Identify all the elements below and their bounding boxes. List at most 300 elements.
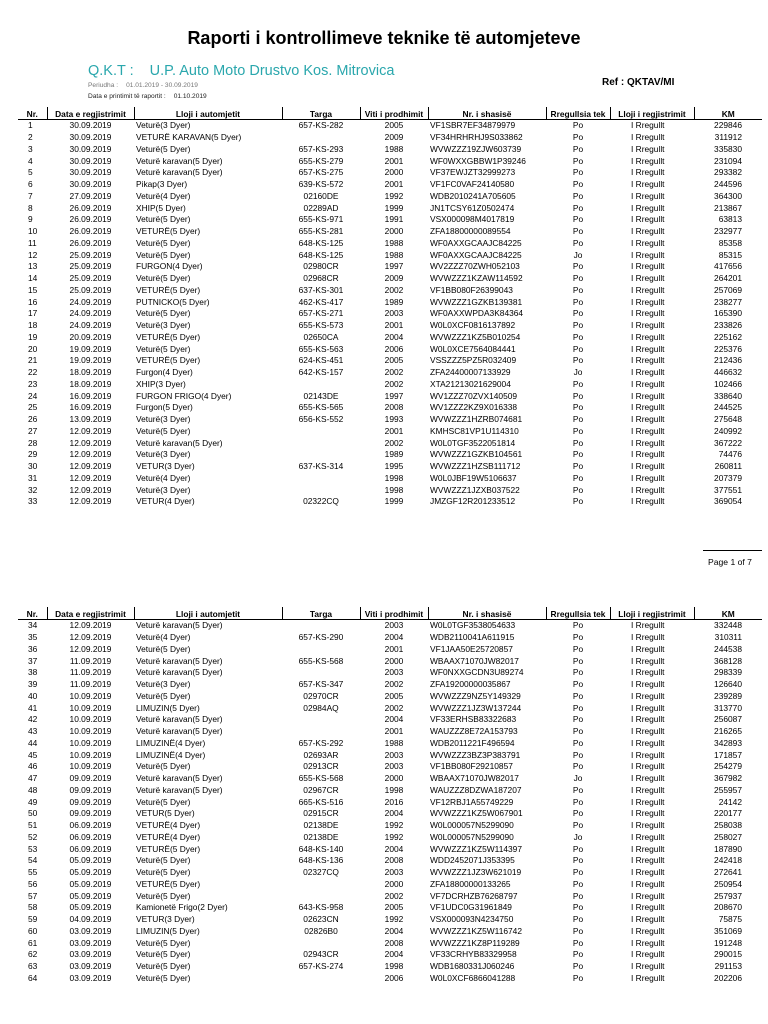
row-nr: 13 — [28, 261, 38, 272]
row-registration-kind: I Rregullt — [631, 737, 665, 748]
row-vin: VF1FC0VAF24140580 — [430, 179, 515, 190]
row-vin: KMHSC81VP1U114310 — [430, 425, 519, 436]
row-regularity: Po — [572, 796, 584, 807]
row-km: 257069 — [714, 284, 742, 295]
row-plate: 639-KS-572 — [298, 179, 344, 190]
row-date: 10.09.2019 — [69, 690, 112, 701]
row-vin: WVWZZZ1KZ5W067901 — [430, 808, 523, 819]
row-plate: 02913CR — [303, 761, 339, 772]
row-km: 213867 — [714, 202, 742, 213]
row-km: 368128 — [714, 655, 742, 666]
row-regularity: Po — [572, 937, 584, 948]
row-vin: VF33CRHYB83329958 — [430, 949, 517, 960]
row-year: 2001 — [384, 643, 404, 654]
row-nr: 28 — [28, 437, 38, 448]
row-plate: 655-KS-563 — [298, 343, 344, 354]
row-regularity: Po — [572, 949, 584, 960]
table-row — [18, 379, 762, 391]
row-nr: 45 — [28, 749, 38, 760]
row-date: 03.09.2019 — [69, 961, 112, 972]
table-row — [18, 261, 762, 273]
row-year: 2004 — [384, 808, 404, 819]
table-row — [18, 496, 762, 508]
table-row — [18, 749, 762, 761]
row-vin: WV2ZZZ70ZWH052103 — [430, 261, 520, 272]
row-plate: 648-KS-136 — [298, 855, 344, 866]
row-nr: 59 — [28, 914, 38, 925]
period-line — [88, 82, 198, 89]
row-vin: WDB1680331J060246 — [430, 961, 515, 972]
row-registration-kind: I Rregullt — [631, 237, 665, 248]
row-vehicle-type: Veturë(5 Dyer) — [136, 308, 191, 319]
row-vehicle-type: Veturë(3 Dyer) — [136, 449, 191, 460]
col-header-type: Lloji i automjetit — [134, 607, 282, 620]
row-year: 2005 — [384, 355, 404, 366]
row-vehicle-type: Veturë karavan(5 Dyer) — [136, 784, 223, 795]
row-vin: VF1BB080F29210857 — [430, 761, 513, 772]
row-km: 171857 — [714, 749, 742, 760]
row-date: 12.09.2019 — [69, 461, 112, 472]
row-km: 75875 — [718, 914, 742, 925]
table-row — [18, 155, 762, 167]
row-year: 2002 — [384, 367, 404, 378]
row-km: 239289 — [714, 690, 742, 701]
row-vehicle-type: LIMUZIN(5 Dyer) — [136, 702, 200, 713]
row-year: 1992 — [384, 914, 404, 925]
report-table-page-1 — [18, 107, 762, 508]
row-vin: WVWZZZ1KZ5B010254 — [430, 331, 521, 342]
row-plate — [282, 726, 360, 738]
row-vehicle-type: Veturë(5 Dyer) — [136, 937, 191, 948]
row-date: 09.09.2019 — [69, 784, 112, 795]
table-row — [18, 726, 762, 738]
row-year: 2000 — [384, 655, 404, 666]
table-row — [18, 785, 762, 797]
row-km: 260811 — [714, 461, 742, 472]
row-registration-kind: I Rregullt — [631, 726, 665, 737]
row-regularity: Po — [572, 843, 584, 854]
row-nr: 49 — [28, 796, 38, 807]
row-km: 207379 — [714, 472, 742, 483]
row-plate — [282, 879, 360, 891]
row-km: 291153 — [714, 961, 742, 972]
table-row — [18, 355, 762, 367]
row-vehicle-type: LIMUZIN(5 Dyer) — [136, 925, 200, 936]
row-year: 1998 — [384, 784, 404, 795]
row-vin: VF7DCRHZB76268797 — [430, 890, 518, 901]
table-row — [18, 843, 762, 855]
row-km: 254279 — [714, 761, 742, 772]
table-row — [18, 655, 762, 667]
row-plate: 655-KS-565 — [298, 402, 344, 413]
row-km: 298339 — [714, 667, 742, 678]
row-vehicle-type: Veturë(5 Dyer) — [136, 143, 191, 154]
row-vehicle-type: Veturë(5 Dyer) — [136, 949, 191, 960]
row-year: 1988 — [384, 143, 404, 154]
row-year: 2001 — [384, 320, 404, 331]
row-nr: 2 — [28, 132, 33, 143]
row-vehicle-type: FURGON FRIGO(4 Dyer) — [136, 390, 232, 401]
row-date: 06.09.2019 — [69, 831, 112, 842]
row-vin: WVWZZZ1KZ5W114397 — [430, 843, 522, 854]
table-row — [18, 632, 762, 644]
row-date: 12.09.2019 — [69, 425, 112, 436]
row-vehicle-type: Veturë(3 Dyer) — [136, 320, 191, 331]
row-registration-kind: I Rregullt — [631, 202, 665, 213]
row-nr: 10 — [28, 226, 38, 237]
row-regularity: Jo — [573, 249, 583, 260]
row-plate — [282, 473, 360, 485]
table-row — [18, 214, 762, 226]
table-row — [18, 937, 762, 949]
row-km: 310311 — [714, 632, 742, 643]
row-km: 338640 — [714, 390, 742, 401]
row-date: 09.09.2019 — [69, 808, 112, 819]
row-date: 10.09.2019 — [69, 737, 112, 748]
row-km: 364300 — [714, 190, 742, 201]
row-nr: 50 — [28, 808, 38, 819]
row-nr: 18 — [28, 320, 38, 331]
row-nr: 64 — [28, 972, 38, 983]
row-nr: 33 — [28, 496, 38, 507]
row-vehicle-type: VETURË(5 Dyer) — [136, 355, 201, 366]
row-date: 27.09.2019 — [69, 190, 112, 201]
row-year: 2003 — [384, 749, 404, 760]
table-row — [18, 461, 762, 473]
row-date: 11.09.2019 — [69, 667, 112, 678]
row-registration-kind: I Rregullt — [631, 273, 665, 284]
row-date: 11.09.2019 — [69, 679, 112, 690]
row-vin: VF1JAA50E25720857 — [430, 643, 513, 654]
row-vehicle-type: VETURË(5 Dyer) — [136, 284, 201, 295]
row-vin: WAUZZZ8DZWA187207 — [430, 784, 522, 795]
row-year: 2004 — [384, 632, 404, 643]
table-row — [18, 890, 762, 902]
row-nr: 55 — [28, 867, 38, 878]
row-date: 30.09.2019 — [69, 179, 112, 190]
row-vehicle-type: Veturë(5 Dyer) — [136, 890, 191, 901]
row-vin: VSX000093N4234750 — [430, 914, 514, 925]
row-nr: 51 — [28, 820, 38, 831]
row-regularity: Jo — [573, 831, 583, 842]
row-plate: 02623CN — [303, 914, 339, 925]
row-nr: 38 — [28, 667, 38, 678]
table-row — [18, 414, 762, 426]
row-km: 212436 — [714, 355, 742, 366]
row-vehicle-type: Furgon(4 Dyer) — [136, 367, 193, 378]
row-vin: WF0WXXGBBW1P39246 — [430, 155, 526, 166]
row-vehicle-type: Veturë(5 Dyer) — [136, 249, 191, 260]
row-year: 2003 — [384, 761, 404, 772]
row-plate — [282, 714, 360, 726]
row-vin: WDB2011221F496594 — [430, 737, 515, 748]
row-registration-kind: I Rregullt — [631, 714, 665, 725]
row-date: 06.09.2019 — [69, 820, 112, 831]
row-date: 12.09.2019 — [69, 496, 112, 507]
row-regularity: Po — [572, 120, 584, 131]
row-vehicle-type: Veturë karavan(5 Dyer) — [136, 167, 223, 178]
col-header-vin: Nr. i shasisë — [428, 607, 546, 620]
row-regularity: Po — [572, 737, 584, 748]
row-vin: WV1ZZZ2KZ9X016338 — [430, 402, 518, 413]
row-date: 03.09.2019 — [69, 949, 112, 960]
row-year: 2008 — [384, 402, 404, 413]
row-vehicle-type: Veturë(5 Dyer) — [136, 855, 191, 866]
table-header — [18, 607, 762, 620]
row-registration-kind: I Rregullt — [631, 355, 665, 366]
row-km: 24142 — [718, 796, 742, 807]
row-km: 342893 — [714, 737, 742, 748]
row-vin: JN1TCSY61Z0502474 — [430, 202, 515, 213]
row-registration-kind: I Rregullt — [631, 155, 665, 166]
row-km: 244525 — [714, 402, 742, 413]
row-year: 1989 — [384, 296, 404, 307]
row-vin: VSSZZZ5PZ5R032409 — [430, 355, 517, 366]
col-header-regularity: Rregullsia tek — [546, 107, 610, 120]
row-registration-kind: I Rregullt — [631, 632, 665, 643]
row-plate: 462-KS-417 — [298, 296, 344, 307]
row-vin: WF0AXXGCAAJC84225 — [430, 237, 522, 248]
row-date: 11.09.2019 — [69, 655, 112, 666]
row-regularity: Po — [572, 632, 584, 643]
table-row — [18, 132, 762, 144]
row-plate: 657-KS-275 — [298, 167, 344, 178]
row-date: 09.09.2019 — [69, 773, 112, 784]
row-date: 20.09.2019 — [69, 331, 112, 342]
row-km: 63813 — [718, 214, 742, 225]
table-row — [18, 144, 762, 156]
row-nr: 58 — [28, 902, 38, 913]
row-regularity: Po — [572, 425, 584, 436]
row-nr: 6 — [28, 179, 33, 190]
row-regularity: Po — [572, 402, 584, 413]
row-plate — [282, 890, 360, 902]
row-plate: 02970CR — [303, 690, 339, 701]
row-plate: 655-KS-573 — [298, 320, 344, 331]
row-year: 2005 — [384, 690, 404, 701]
row-nr: 40 — [28, 690, 38, 701]
row-date: 10.09.2019 — [69, 702, 112, 713]
row-plate: 02943CR — [303, 949, 339, 960]
row-nr: 63 — [28, 961, 38, 972]
table-row — [18, 437, 762, 449]
row-registration-kind: I Rregullt — [631, 343, 665, 354]
period-label: Periudha : — [88, 82, 119, 89]
row-plate: 648-KS-125 — [298, 237, 344, 248]
row-date: 18.09.2019 — [69, 367, 112, 378]
col-header-date: Data e regjistrimit — [47, 107, 134, 120]
row-year: 2000 — [384, 773, 404, 784]
row-regularity: Po — [572, 331, 584, 342]
row-date: 09.09.2019 — [69, 796, 112, 807]
row-km: 290015 — [714, 949, 742, 960]
row-date: 30.09.2019 — [69, 167, 112, 178]
row-km: 191248 — [714, 937, 742, 948]
row-registration-kind: I Rregullt — [631, 949, 665, 960]
row-vehicle-type: Veturë(4 Dyer) — [136, 190, 191, 201]
row-nr: 20 — [28, 343, 38, 354]
row-km: 256087 — [714, 714, 742, 725]
row-regularity: Po — [572, 378, 584, 389]
row-km: 377551 — [714, 484, 742, 495]
row-vin: WVWZZZ1JZ3W621019 — [430, 867, 522, 878]
row-vehicle-type: Veturë karavan(5 Dyer) — [136, 620, 223, 631]
row-nr: 23 — [28, 378, 38, 389]
row-nr: 9 — [28, 214, 33, 225]
row-nr: 48 — [28, 784, 38, 795]
row-vin: VF12RBJ1A55749229 — [430, 796, 514, 807]
row-plate: 656-KS-552 — [298, 414, 344, 425]
row-year: 2004 — [384, 949, 404, 960]
row-nr: 37 — [28, 655, 38, 666]
row-km: 231094 — [714, 155, 742, 166]
row-year: 2004 — [384, 714, 404, 725]
row-km: 272641 — [714, 867, 742, 878]
col-header-year: Viti i prodhimit — [360, 107, 428, 120]
row-year: 2000 — [384, 878, 404, 889]
table-row — [18, 249, 762, 261]
row-registration-kind: I Rregullt — [631, 179, 665, 190]
row-registration-kind: I Rregullt — [631, 867, 665, 878]
row-plate: 02143DE — [303, 390, 339, 401]
row-plate — [282, 132, 360, 144]
row-vin: WVWZZZ1KZAW114592 — [430, 273, 523, 284]
row-plate: 02138DE — [303, 820, 339, 831]
row-regularity: Po — [572, 690, 584, 701]
page-number: Page 1 of 7 — [708, 557, 752, 567]
row-km: 238277 — [714, 296, 742, 307]
row-registration-kind: I Rregullt — [631, 390, 665, 401]
row-date: 03.09.2019 — [69, 937, 112, 948]
table-row — [18, 914, 762, 926]
row-nr: 7 — [28, 190, 33, 201]
row-plate: 02968CR — [303, 273, 339, 284]
row-nr: 36 — [28, 643, 38, 654]
row-plate — [282, 620, 360, 632]
row-date: 12.09.2019 — [69, 620, 112, 631]
reference-code: Ref : QKTAV/MI — [602, 77, 675, 88]
row-vin: WVWZZZ1GZKB139381 — [430, 296, 523, 307]
row-regularity: Po — [572, 308, 584, 319]
row-regularity: Po — [572, 437, 584, 448]
row-km: 446632 — [714, 367, 742, 378]
row-regularity: Po — [572, 808, 584, 819]
row-vehicle-type: VETUR(4 Dyer) — [136, 496, 195, 507]
row-vehicle-type: VETURË(4 Dyer) — [136, 820, 201, 831]
row-regularity: Po — [572, 273, 584, 284]
row-date: 10.09.2019 — [69, 761, 112, 772]
row-registration-kind: I Rregullt — [631, 655, 665, 666]
table-row — [18, 761, 762, 773]
row-year: 2005 — [384, 902, 404, 913]
row-vehicle-type: Veturë(5 Dyer) — [136, 761, 191, 772]
table-row — [18, 714, 762, 726]
row-vehicle-type: Veturë(5 Dyer) — [136, 214, 191, 225]
row-date: 30.09.2019 — [69, 155, 112, 166]
row-regularity: Po — [572, 226, 584, 237]
row-nr: 21 — [28, 355, 38, 366]
row-nr: 43 — [28, 726, 38, 737]
row-plate: 02967CR — [303, 784, 339, 795]
row-km: 367222 — [714, 437, 742, 448]
row-date: 05.09.2019 — [69, 867, 112, 878]
row-vin: WVWZZZ1GZKB104561 — [430, 449, 523, 460]
row-date: 24.09.2019 — [69, 308, 112, 319]
col-header-registration-kind: Lloji i regjistrimit — [610, 107, 694, 120]
row-year: 2002 — [384, 378, 404, 389]
row-year: 2004 — [384, 331, 404, 342]
table-row — [18, 343, 762, 355]
row-year: 2003 — [384, 620, 404, 631]
row-vehicle-type: Veturë karavan(5 Dyer) — [136, 655, 223, 666]
row-regularity: Po — [572, 878, 584, 889]
row-registration-kind: I Rregullt — [631, 378, 665, 389]
row-year: 1993 — [384, 414, 404, 425]
row-regularity: Po — [572, 179, 584, 190]
row-nr: 16 — [28, 296, 38, 307]
row-vehicle-type: VETURË(5 Dyer) — [136, 331, 201, 342]
table-row — [18, 949, 762, 961]
row-nr: 12 — [28, 249, 38, 260]
table-row — [18, 390, 762, 402]
table-row — [18, 320, 762, 332]
row-km: 275648 — [714, 414, 742, 425]
col-header-km: KM — [694, 607, 762, 620]
row-vin: WBAAX71070JW82017 — [430, 773, 519, 784]
row-vin: ZFA19200000035867 — [430, 679, 511, 690]
table-row — [18, 902, 762, 914]
row-vin: WV1ZZZ70ZVX140509 — [430, 390, 518, 401]
row-date: 05.09.2019 — [69, 878, 112, 889]
row-year: 2008 — [384, 855, 404, 866]
row-plate: 624-KS-451 — [298, 355, 344, 366]
row-registration-kind: I Rregullt — [631, 890, 665, 901]
row-plate: 643-KS-958 — [298, 902, 344, 913]
row-vehicle-type: VETURË(5 Dyer) — [136, 878, 201, 889]
row-year: 1995 — [384, 461, 404, 472]
row-year: 1988 — [384, 237, 404, 248]
row-date: 24.09.2019 — [69, 320, 112, 331]
row-km: 244538 — [714, 643, 742, 654]
row-plate: 637-KS-301 — [298, 284, 344, 295]
row-year: 2002 — [384, 702, 404, 713]
row-year: 2006 — [384, 343, 404, 354]
row-regularity: Po — [572, 902, 584, 913]
row-registration-kind: I Rregullt — [631, 402, 665, 413]
row-plate: 02160DE — [303, 190, 339, 201]
row-km: 232977 — [714, 226, 742, 237]
row-vin: VSX000098M4017819 — [430, 214, 515, 225]
row-registration-kind: I Rregullt — [631, 425, 665, 436]
row-vehicle-type: Veturë(3 Dyer) — [136, 679, 191, 690]
row-vin: JMZGF12R201233512 — [430, 496, 516, 507]
row-vin: ZFA24400007133929 — [430, 367, 511, 378]
row-registration-kind: I Rregullt — [631, 308, 665, 319]
row-km: 229846 — [714, 120, 742, 131]
row-vehicle-type: VETUR(3 Dyer) — [136, 914, 195, 925]
row-vehicle-type: XHIP(5 Dyer) — [136, 202, 186, 213]
row-nr: 41 — [28, 702, 38, 713]
row-nr: 19 — [28, 331, 38, 342]
row-registration-kind: I Rregullt — [631, 878, 665, 889]
row-nr: 15 — [28, 284, 38, 295]
row-date: 05.09.2019 — [69, 855, 112, 866]
row-registration-kind: I Rregullt — [631, 761, 665, 772]
row-regularity: Po — [572, 961, 584, 972]
row-registration-kind: I Rregullt — [631, 820, 665, 831]
row-year: 2002 — [384, 437, 404, 448]
row-km: 242418 — [714, 855, 742, 866]
